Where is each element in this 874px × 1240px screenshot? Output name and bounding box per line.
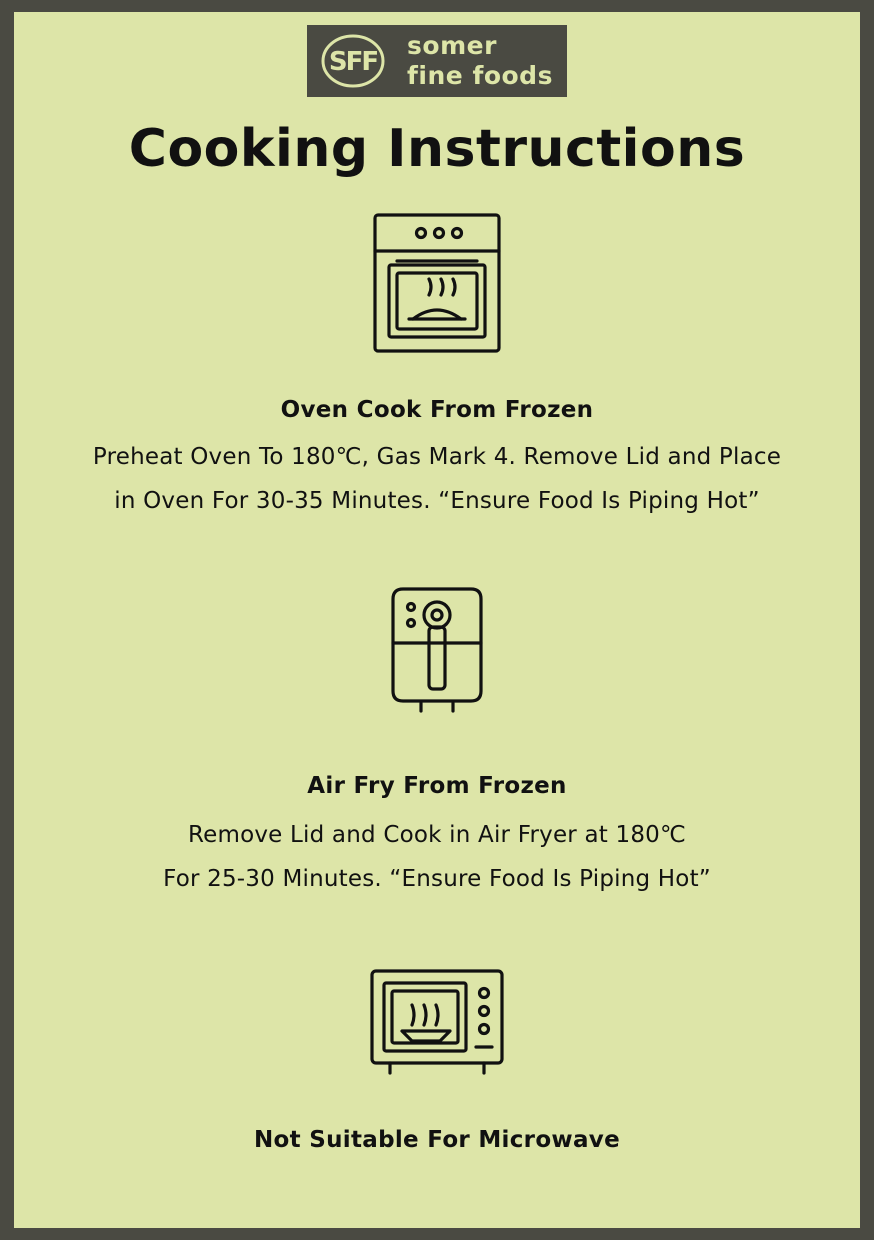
section-oven-line-2: in Oven For 30-35 Minutes. “Ensure Food Is Piping Hot” [114,488,760,514]
section-air-fryer [14,523,860,901]
section-microwave [14,901,860,1153]
section-air-fryer-line-2: For 25-30 Minutes. “Ensure Food Is Piping Hot” [163,866,711,892]
section-oven [14,179,860,523]
brand-monogram-icon [307,25,399,97]
section-microwave-heading: Not Suitable For Microwave [254,1127,620,1153]
brand-wordmark [399,25,567,97]
section-oven-lines [93,435,781,523]
brand-line-1: somer [407,31,497,60]
section-air-fryer-heading: Air Fry From Frozen [307,773,567,799]
section-air-fryer-lines [163,813,711,901]
section-oven-line-1: Preheat Oven To 180℃, Gas Mark 4. Remove Lid and Place [92,444,782,470]
brand-logo [307,25,567,97]
section-air-fryer-line-1: Remove Lid and Cook in Air Fryer at 180℃ [187,822,687,848]
svg-text:SFF: SFF [328,47,378,77]
instruction-card [14,12,860,1228]
page-title: Cooking Instructions [128,119,746,179]
air-fryer-icon [371,581,503,721]
brand-line-2: fine foods [407,61,553,90]
section-oven-heading: Oven Cook From Frozen [280,397,594,423]
microwave-icon [364,963,510,1081]
oven-icon [363,209,511,357]
